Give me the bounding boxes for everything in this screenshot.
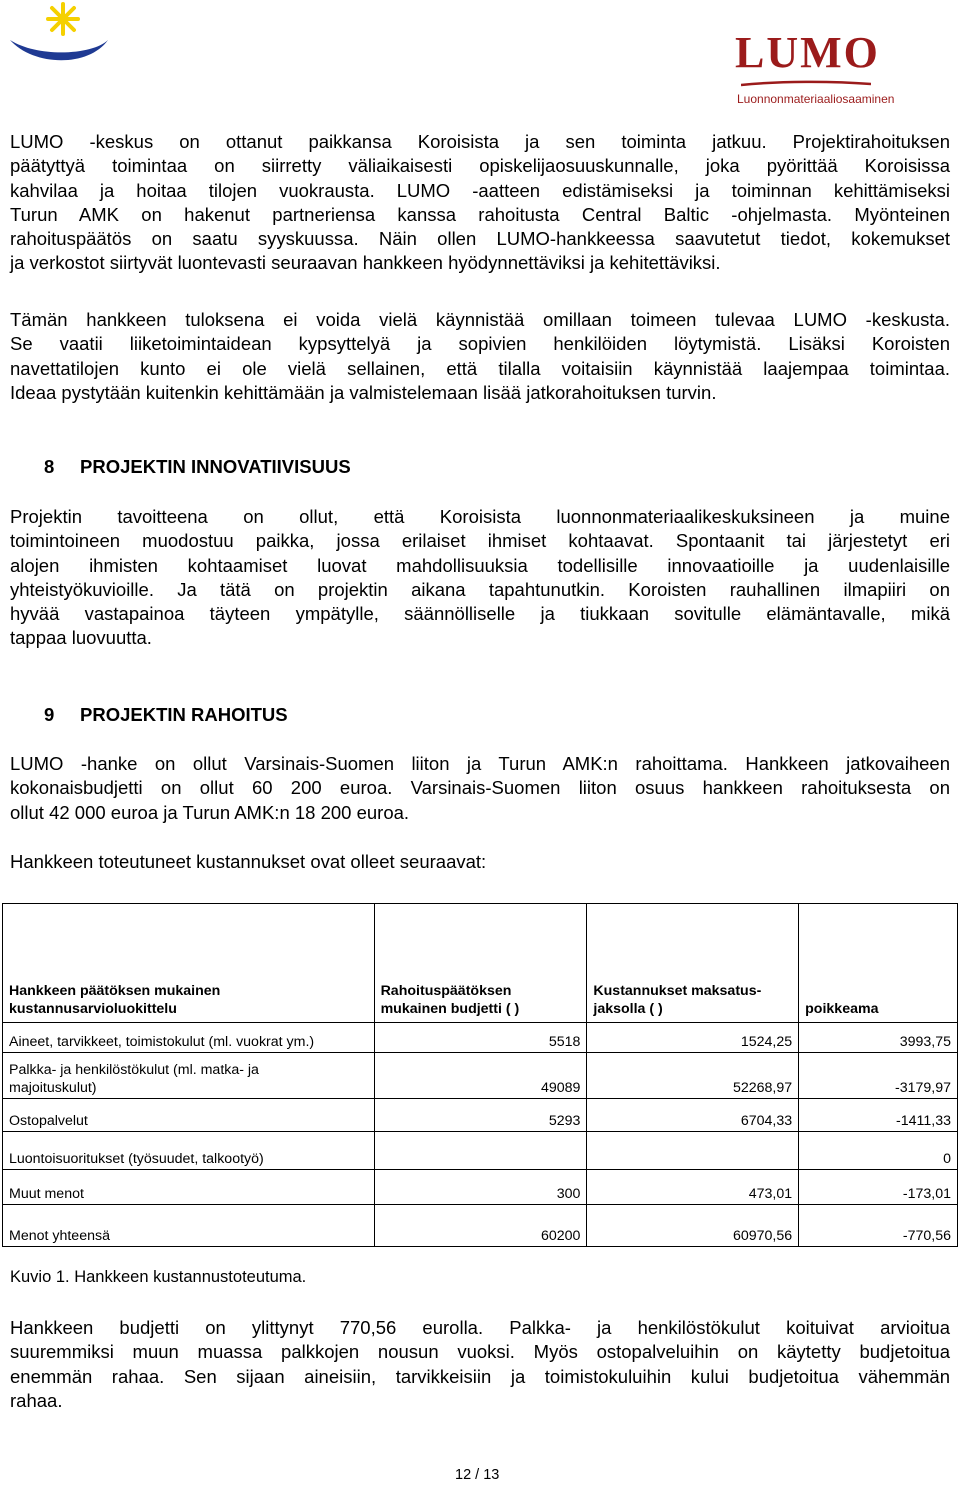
table-cell-actual: 60970,56	[587, 1205, 799, 1247]
table-row	[3, 1170, 958, 1205]
section-9-heading	[44, 703, 288, 727]
table-cell-category: Luontoisuoritukset (työsuudet, talkootyö)	[3, 1132, 375, 1170]
lumo-logo-tagline: Luonnonmateriaaliosaaminen	[737, 92, 895, 106]
text-line: yhteistyökuvioille. Ja tätä on projektin aikana tapahtunutkin. Koroisten rauhallinen ilmapiiri on	[10, 578, 950, 600]
text-line: alojen ihmisten kohtaamiset luovat mahdollisuuksia todellisille innovaatioille ja uudenlaisille	[10, 554, 950, 576]
table-cell-difference: -1411,33	[799, 1099, 958, 1132]
table-cell-category: Aineet, tarvikkeet, toimistokulut (ml. vuokrat ym.)	[3, 1023, 375, 1053]
lumo-logo-brand: LUMO	[735, 28, 880, 77]
paragraph-lumo-status	[10, 130, 950, 276]
section-8-heading	[44, 455, 351, 479]
table-row	[3, 1023, 958, 1053]
table-header-cell: Kustannukset maksatus- jaksolla ( )	[587, 904, 799, 1023]
text-line: toimintoineen muodostuu paikka, jossa erilaiset ihmiset kohtaavat. Spontaanit tai järjestetyt eri	[10, 530, 950, 552]
table-cell-difference: 0	[799, 1132, 958, 1170]
paragraph-costs-intro	[10, 850, 950, 874]
page-number: 12 / 13	[455, 1467, 500, 1483]
section-title: PROJEKTIN RAHOITUS	[80, 704, 288, 725]
text-line: tappaa luovuutta.	[10, 627, 152, 649]
table-header-row	[3, 904, 958, 1023]
sun-over-wave-logo-icon	[8, 0, 113, 70]
table-cell-category: Muut menot	[3, 1170, 375, 1205]
table-header-cell: Rahoituspäätöksen mukainen budjetti ( )	[374, 904, 587, 1023]
table-cell-actual: 52268,97	[587, 1053, 799, 1099]
text-line: päätyttyä toimintaa on siirretty väliaikaisesti opiskelijaosuuskunnalle, joka pyörittää Koroisissa	[10, 155, 950, 177]
table-cell-category: Ostopalvelut	[3, 1099, 375, 1132]
table-row	[3, 1099, 958, 1132]
text-line: enemmän rahaa. Sen sijaan aineisiin, tarvikkeisiin ja toimistokuluihin kului budjetoitua vähemmän	[10, 1365, 950, 1387]
section-number: 8	[44, 456, 55, 477]
text-line: Se vaatii liiketoimintaidean kypsyttelyä ja sopivien henkilöiden löytymistä. Lisäksi Koroisten	[10, 333, 950, 355]
paragraph-funding	[10, 752, 950, 825]
left-logo-graphic	[8, 0, 113, 70]
table-cell-actual: 473,01	[587, 1170, 799, 1205]
text-line: suuremmiksi muun muassa palkkojen nousun vuoksi. Myös ostopalveluihin on käytetty budjetoitua	[10, 1341, 950, 1363]
text-line: ja verkostot siirtyvät luontevasti seuraavan hankkeen hyödynnettäviksi ja kehitettäviksi.	[10, 252, 721, 274]
table-row	[3, 1053, 958, 1099]
text-line: LUMO -keskus on ottanut paikkansa Koroisista ja sen toiminta jatkuu. Projektirahoituksen	[10, 131, 950, 152]
text-line: ollut 42 000 euroa ja Turun AMK:n 18 200 euroa.	[10, 801, 410, 823]
text-line: navettatilojen kunto ei ole vielä sellainen, että tilalla voitaisiin käynnistää laajempaa toimintaa.	[10, 357, 950, 379]
text-line: rahaa.	[10, 1389, 63, 1411]
figure-caption: Kuvio 1. Hankkeen kustannustoteutuma.	[10, 1268, 307, 1286]
lumo-logo	[735, 28, 895, 108]
table-cell-difference: -770,56	[799, 1205, 958, 1247]
cost-table	[2, 903, 958, 1247]
table-cell-difference: 3993,75	[799, 1023, 958, 1053]
text-line: hyvää vastapainoa täyteen ympätylle, säännölliselle ja tiukkaan sovitulle elämäntavalle, mikä	[10, 603, 950, 625]
text-line: Hankkeen budjetti on ylittynyt 770,56 eurolla. Palkka- ja henkilöstökulut koituivat arvioitua	[10, 1317, 950, 1338]
table-cell-actual: 1524,25	[587, 1023, 799, 1053]
table-header-cell: poikkeama	[799, 904, 958, 1023]
table-cell-difference: -3179,97	[799, 1053, 958, 1099]
text-line: Hankkeen toteutuneet kustannukset ovat olleet seuraavat:	[10, 851, 487, 872]
text-line: rahoituspäätös on saatu syyskuussa. Näin ollen LUMO-hankkeessa saavutetut tiedot, kokemukset	[10, 228, 950, 250]
table-cell-budget	[374, 1132, 587, 1170]
text-line: Ideaa pystytään kuitenkin kehittämään ja valmistelemaan lisää jatkorahoituksen turvin.	[10, 381, 717, 403]
text-line: kokonaisbudjetti on ollut 60 200 euroa. Varsinais-Suomen liiton osuus hankkeen rahoituksesta on	[10, 777, 950, 799]
table-row-total	[3, 1205, 958, 1247]
paragraph-budget-overrun	[10, 1316, 950, 1413]
text-line: LUMO -hanke on ollut Varsinais-Suomen liiton ja Turun AMK:n rahoittama. Hankkeen jatkovaiheen	[10, 753, 950, 774]
table-cell-difference: -173,01	[799, 1170, 958, 1205]
paragraph-innovativeness	[10, 505, 950, 651]
table-cell-budget: 5293	[374, 1099, 587, 1132]
table-cell-category: Menot yhteensä	[3, 1205, 375, 1247]
text-line: kahvilaa ja hoitaa tilojen vuokrausta. LUMO -aatteen edistämiseksi ja toiminnan kehittämiseksi	[10, 179, 950, 201]
lumo-logo-underline-icon	[741, 80, 871, 88]
paragraph-future-center	[10, 308, 950, 405]
section-number: 9	[44, 704, 55, 725]
table-cell-category: Palkka- ja henkilöstökulut (ml. matka- ja majoituskulut)	[3, 1053, 375, 1099]
table-cell-actual	[587, 1132, 799, 1170]
table-cell-budget: 60200	[374, 1205, 587, 1247]
text-line: Turun AMK on hakenut partneriensa kanssa rahoitusta Central Baltic -ohjelmasta. Myönteinen	[10, 203, 950, 225]
text-line: Tämän hankkeen tuloksena ei voida vielä käynnistää omillaan toimeen tulevaa LUMO -keskusta.	[10, 309, 950, 330]
table-cell-actual: 6704,33	[587, 1099, 799, 1132]
table-row	[3, 1132, 958, 1170]
table-cell-budget: 5518	[374, 1023, 587, 1053]
text-line: Projektin tavoitteena on ollut, että Koroisista luonnonmateriaalikeskuksineen ja muine	[10, 506, 950, 527]
table-cell-budget: 49089	[374, 1053, 587, 1099]
section-title: PROJEKTIN INNOVATIIVISUUS	[80, 456, 351, 477]
table-cell-budget: 300	[374, 1170, 587, 1205]
table-header-cell: Hankkeen päätöksen mukainen kustannusarvioluokittelu	[3, 904, 375, 1023]
